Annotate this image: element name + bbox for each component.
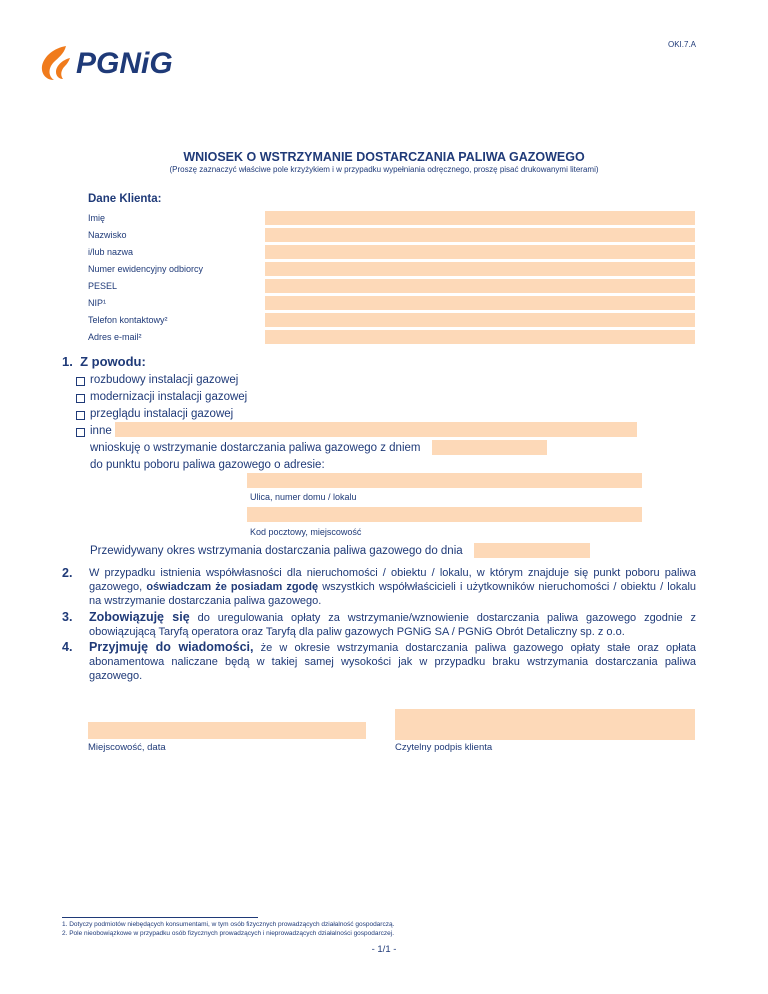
footnote-divider: [62, 917, 258, 918]
option-modernization: modernizacji instalacji gazowej: [90, 391, 248, 403]
email-field[interactable]: [265, 330, 695, 344]
option-inspection: przeglądu instalacji gazowej: [90, 408, 234, 420]
suspension-start-date-field[interactable]: [432, 440, 547, 455]
flame-icon: [36, 44, 72, 82]
street-field[interactable]: [247, 473, 642, 488]
phone-field[interactable]: [265, 313, 695, 327]
document-code: OKI.7.A: [667, 40, 696, 49]
form-subtitle: (Proszę zaznaczyć właściwe pole krzyżykiem i w przypadku wypełniania odręcznego, proszę pisać drukowanymi literami): [169, 165, 599, 174]
label-phone: Telefon kontaktowy²: [88, 315, 168, 325]
logo-text: PGNiG: [76, 47, 173, 80]
section1-title: Z powodu:: [80, 354, 146, 369]
label-last-name: Nazwisko: [88, 230, 127, 240]
section3-lead: Zobowiązuję się: [89, 610, 190, 624]
signature-field[interactable]: [395, 709, 695, 740]
option-expansion: rozbudowy instalacji gazowej: [90, 374, 239, 386]
section2-text-b: wszystkich współwłaścicieli i użytkowników nieruchomości / obiektu / lokalu na wstrzymanie dostarczania paliwa gazowego.: [89, 581, 697, 607]
nip-field[interactable]: [265, 296, 695, 310]
form-title: WNIOSEK O WSTRZYMANIE DOSTARCZANIA PALIWA GAZOWEGO: [183, 150, 585, 164]
page-number: - 1/1 -: [371, 944, 397, 955]
checkbox-other[interactable]: [76, 428, 85, 437]
section1-number: 1.: [62, 354, 73, 369]
section2-number: 2.: [62, 566, 73, 580]
label-first-name: Imię: [88, 213, 106, 223]
pgnig-logo: [36, 44, 206, 84]
last-name-field[interactable]: [265, 228, 695, 242]
label-email: Adres e-mail²: [88, 332, 142, 342]
company-name-field[interactable]: [265, 245, 695, 259]
footnote-2: 2. Pole nieobowiązkowe w przypadku osób fizycznych prowadzących i nieprowadzących działalności gospodarczej.: [62, 930, 395, 937]
section3-text: do uregulowania opłaty za wstrzymanie/wznowienie dostarczania paliwa gazowego zgodnie z obowiązującą Taryfą operatora oraz Taryfą dla paliw gazowych PGNiG SA / PGNiG Obrót Detaliczny sp. z o.o.: [89, 612, 696, 638]
place-date-label: Miejscowość, data: [88, 742, 166, 753]
pesel-field[interactable]: [265, 279, 695, 293]
checkbox-expansion[interactable]: [76, 377, 85, 386]
label-customer-number: Numer ewidencyjny odbiorcy: [88, 264, 204, 274]
section2-consent: oświadczam że posiadam zgodę: [146, 581, 319, 593]
section1-heading: [62, 354, 146, 369]
section4-text: że w okresie wstrzymania dostarczania paliwa gazowego opłaty stałe oraz opłata abonamentowa naliczane będą w takiej samej wysokości jak w przypadku braku wstrzymania dostarczania paliwa gazowego.: [89, 642, 696, 682]
footnote-1: 1. Dotyczy podmiotów niebędących konsumentami, w tym osób fizycznych prowadzących działalność gospodarczą.: [62, 921, 395, 928]
section4-number: 4.: [62, 640, 73, 654]
label-nip: NIP¹: [88, 298, 106, 308]
label-pesel: PESEL: [88, 281, 118, 291]
option-other: inne: [90, 425, 112, 437]
place-date-field[interactable]: [88, 722, 366, 739]
checkbox-modernization[interactable]: [76, 394, 85, 403]
section4-lead: Przyjmuję do wiadomości,: [89, 640, 254, 654]
first-name-field[interactable]: [265, 211, 695, 225]
client-heading: Dane Klienta:: [88, 193, 162, 205]
customer-number-field[interactable]: [265, 262, 695, 276]
checkbox-inspection[interactable]: [76, 411, 85, 420]
signature-label: Czytelny podpis klienta: [395, 742, 493, 753]
address-intro-text: do punktu poboru paliwa gazowego o adresie:: [90, 459, 325, 471]
section3: [62, 610, 696, 639]
section3-number: 3.: [62, 610, 73, 624]
section2: [62, 566, 696, 608]
label-company-name: i/lub nazwa: [88, 247, 134, 257]
street-label: Ulica, numer domu / lokalu: [250, 492, 357, 502]
section2-text-a: W przypadku istnienia współwłasności dla nieruchomości / obiektu / lokalu, w którym znajduje się punkt poboru paliwa gazowego,: [89, 567, 696, 593]
postal-city-label: Kod pocztowy, miejscowość: [250, 527, 362, 537]
section4: [62, 640, 696, 683]
suspension-end-date-field[interactable]: [474, 543, 590, 558]
request-date-text: wnioskuję o wstrzymanie dostarczania paliwa gazowego z dniem: [90, 442, 421, 454]
suspension-period-text: Przewidywany okres wstrzymania dostarczania paliwa gazowego do dnia: [90, 545, 463, 557]
postal-city-field[interactable]: [247, 507, 642, 522]
other-reason-field[interactable]: [115, 422, 637, 437]
